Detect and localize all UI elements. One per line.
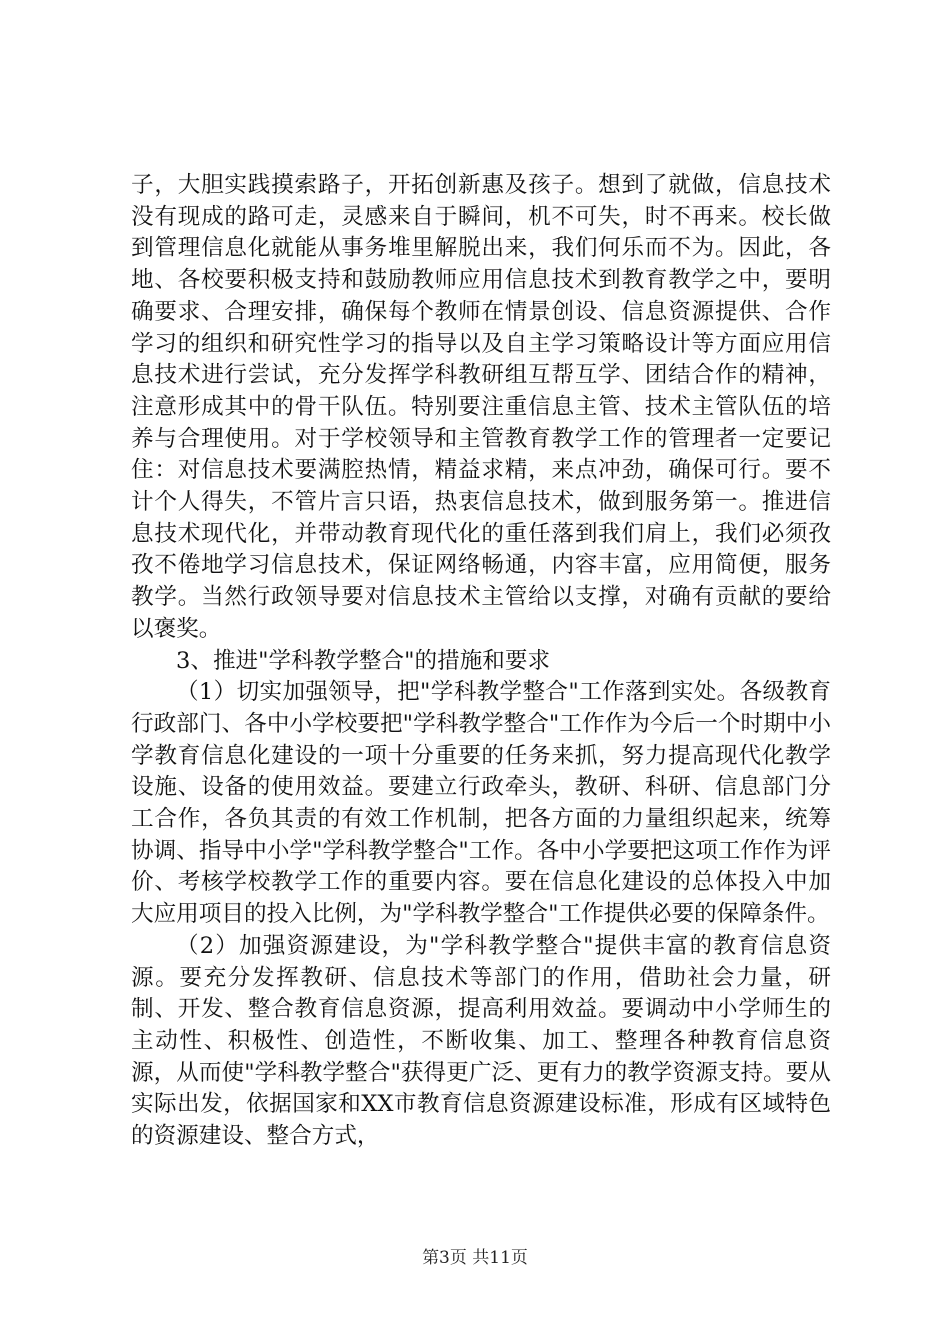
paragraph-item-1: （1）切实加强领导，把"学科教学整合"工作落到实处。各级教育行政部门、各中小学校要把"学科教学整合"工作作为今后一个时期中小学教育信息化建设的一项十分重要的任务来抓，努力提高现代化教学设施、设备的使用效益。要建立行政牵头，教研、科研、信息部门分工合作，各负其责的有效工作机制，把各方面的力量组织起来，统筹协调、指导中小学"学科教学整合"工作。各中小学要把这项工作作为评价、考核学校教学工作的重要内容。要在信息化建设的总体投入中加大应用项目的投入比例，为"学科教学整合"工作提供必要的保障条件。	[131, 679, 831, 928]
document-body	[131, 170, 831, 1153]
page-number-footer: 第3页 共11页	[422, 1248, 528, 1268]
paragraph-continuation: 子，大胆实践摸索路子，开拓创新惠及孩子。想到了就做，信息技术没有现成的路可走，灵感来自于瞬间，机不可失，时不再来。校长做到管理信息化就能从事务堆里解脱出来，我们何乐而不为。因此，各地、各校要积极支持和鼓励教师应用信息技术到教育教学之中，要明确要求、合理安排，确保每个教师在情景创设、信息资源提供、合作学习的组织和研究性学习的指导以及自主学习策略设计等方面应用信息技术进行尝试，充分发挥学科教研组互帮互学、团结合作的精神，注意形成其中的骨干队伍。特别要注重信息主管、技术主管队伍的培养与合理使用。对于学校领导和主管教育教学工作的管理者一定要记住：对信息技术要满腔热情，精益求精，来点冲劲，确保可行。要不计个人得失，不管片言只语，热衷信息技术，做到服务第一。推进信息技术现代化，并带动教育现代化的重任落到我们肩上，我们必须孜孜不倦地学习信息技术，保证网络畅通，内容丰富，应用简便，服务教学。当然行政领导要对信息技术主管给以支撑，对确有贡献的要给以褒奖。	[131, 172, 831, 642]
section-heading: 3、推进"学科教学整合"的措施和要求	[176, 647, 551, 674]
paragraph-item-2: （2）加强资源建设，为"学科教学整合"提供丰富的教育信息资源。要充分发挥教研、信息技术等部门的作用，借助社会力量，研制、开发、整合教育信息资源，提高利用效益。要调动中小学师生的主动性、积极性、创造性，不断收集、加工、整理各种教育信息资源，从而使"学科教学整合"获得更广泛、更有力的教学资源支持。要从实际出发，依据国家和XX市教育信息资源建设标准，形成有区域特色的资源建设、整合方式，	[131, 932, 831, 1150]
